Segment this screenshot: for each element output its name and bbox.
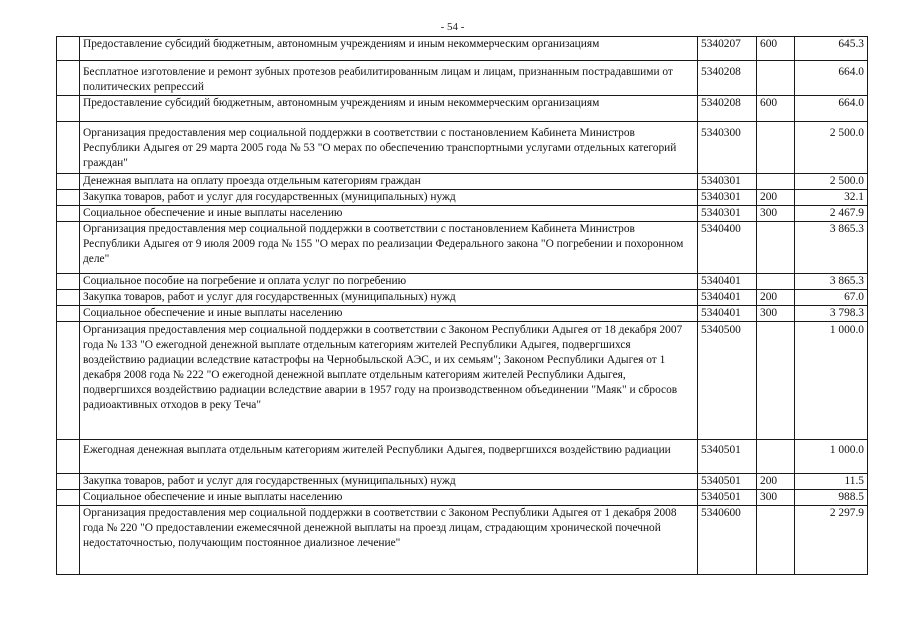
target-code: 5340500: [698, 322, 757, 440]
table-row: [57, 440, 868, 474]
expense-name: Закупка товаров, работ и услуг для государственных (муниципальных) нужд: [80, 474, 698, 490]
target-code: 5340301: [698, 206, 757, 222]
target-code: 5340401: [698, 290, 757, 306]
target-code: 5340301: [698, 190, 757, 206]
table-row: [57, 322, 868, 440]
expense-name: Денежная выплата на оплату проезда отдельным категориям граждан: [80, 174, 698, 190]
amount-value: 3 865.3: [795, 274, 868, 290]
amount-value: 988.5: [795, 490, 868, 506]
expense-type-code: 200: [757, 190, 795, 206]
blank-cell: [57, 290, 80, 306]
expense-type-code: [757, 122, 795, 174]
amount-value: 2 467.9: [795, 206, 868, 222]
amount-value: 11.5: [795, 474, 868, 490]
table-row: [57, 506, 868, 575]
page-number: - 54 -: [440, 21, 465, 33]
expense-type-code: 600: [757, 37, 795, 61]
table-row: [57, 490, 868, 506]
blank-cell: [57, 322, 80, 440]
table-row: [57, 474, 868, 490]
amount-value: 1 000.0: [795, 440, 868, 474]
budget-table: [56, 36, 868, 575]
amount-value: 664.0: [795, 96, 868, 122]
blank-cell: [57, 122, 80, 174]
expense-type-code: 300: [757, 306, 795, 322]
amount-value: 645.3: [795, 37, 868, 61]
table-row: [57, 61, 868, 96]
amount-value: 3 798.3: [795, 306, 868, 322]
expense-name: Социальное обеспечение и иные выплаты населению: [80, 206, 698, 222]
expense-type-code: 300: [757, 490, 795, 506]
blank-cell: [57, 222, 80, 274]
expense-type-code: 200: [757, 474, 795, 490]
target-code: 5340300: [698, 122, 757, 174]
expense-type-code: [757, 222, 795, 274]
expense-type-code: [757, 506, 795, 575]
expense-type-code: [757, 174, 795, 190]
blank-cell: [57, 306, 80, 322]
target-code: 5340401: [698, 274, 757, 290]
expense-type-code: 200: [757, 290, 795, 306]
expense-name: Закупка товаров, работ и услуг для государственных (муниципальных) нужд: [80, 190, 698, 206]
target-code: 5340600: [698, 506, 757, 575]
expense-type-code: [757, 274, 795, 290]
blank-cell: [57, 506, 80, 575]
table-row: [57, 306, 868, 322]
amount-value: 2 297.9: [795, 506, 868, 575]
target-code: 5340501: [698, 490, 757, 506]
expense-type-code: [757, 440, 795, 474]
amount-value: 2 500.0: [795, 122, 868, 174]
expense-type-code: 600: [757, 96, 795, 122]
blank-cell: [57, 190, 80, 206]
amount-value: 664.0: [795, 61, 868, 96]
amount-value: 67.0: [795, 290, 868, 306]
target-code: 5340208: [698, 61, 757, 96]
expense-name: Организация предоставления мер социальной поддержки в соответствии с Законом Республики Адыгея от 18 декабря 2007 года № 133 "О ежегодной денежной выплате отдельным категориям жителей Республики Адыгея, подвергшихся воздействию радиации вследствие катастрофы на Чернобыльской АЭС, и их семьям"; Законом Республики Адыгея от 1 декабря 2008 года № 222 "О ежегодной денежной выплате отдельным категориям жителей Республики Адыгея, подвергшихся воздействию радиации вследствие аварии в 1957 году на производственном объединении "Маяк" и сбросов радиоактивных отходов в реку Теча": [80, 322, 698, 440]
table-row: [57, 37, 868, 61]
blank-cell: [57, 490, 80, 506]
expense-name: Предоставление субсидий бюджетным, автономным учреждениям и иным некоммерческим организациям: [80, 37, 698, 61]
blank-cell: [57, 206, 80, 222]
target-code: 5340400: [698, 222, 757, 274]
expense-type-code: 300: [757, 206, 795, 222]
table-row: [57, 122, 868, 174]
blank-cell: [57, 474, 80, 490]
expense-name: Организация предоставления мер социальной поддержки в соответствии с Законом Республики Адыгея от 1 декабря 2008 года № 220 "О предоставлении ежемесячной денежной выплаты на проезд лицам, страдающим хронической почечной недостаточностью, получающим постоянное диализное лечение": [80, 506, 698, 575]
target-code: 5340501: [698, 440, 757, 474]
table-row: [57, 290, 868, 306]
blank-cell: [57, 61, 80, 96]
target-code: 5340401: [698, 306, 757, 322]
expense-name: Предоставление субсидий бюджетным, автономным учреждениям и иным некоммерческим организациям: [80, 96, 698, 122]
expense-name: Организация предоставления мер социальной поддержки в соответствии с постановлением Кабинета Министров Республики Адыгея от 29 марта 2005 года № 53 "О мерах по обеспечению транспортными услугами отдельных категорий граждан": [80, 122, 698, 174]
table-row: [57, 206, 868, 222]
target-code: 5340301: [698, 174, 757, 190]
expense-name: Ежегодная денежная выплата отдельным категориям жителей Республики Адыгея, подвергшихся воздействию радиации: [80, 440, 698, 474]
expense-name: Социальное обеспечение и иные выплаты населению: [80, 306, 698, 322]
blank-cell: [57, 174, 80, 190]
blank-cell: [57, 274, 80, 290]
expense-name: Социальное обеспечение и иные выплаты населению: [80, 490, 698, 506]
expense-type-code: [757, 322, 795, 440]
amount-value: 2 500.0: [795, 174, 868, 190]
blank-cell: [57, 96, 80, 122]
blank-cell: [57, 440, 80, 474]
target-code: 5340208: [698, 96, 757, 122]
table-row: [57, 190, 868, 206]
expense-name: Бесплатное изготовление и ремонт зубных протезов реабилитированным лицам и лицам, признанным пострадавшими от политических репрессий: [80, 61, 698, 96]
expense-type-code: [757, 61, 795, 96]
amount-value: 3 865.3: [795, 222, 868, 274]
amount-value: 32.1: [795, 190, 868, 206]
target-code: 5340501: [698, 474, 757, 490]
table-row: [57, 274, 868, 290]
table-row: [57, 222, 868, 274]
expense-name: Закупка товаров, работ и услуг для государственных (муниципальных) нужд: [80, 290, 698, 306]
target-code: 5340207: [698, 37, 757, 61]
blank-cell: [57, 37, 80, 61]
table-row: [57, 174, 868, 190]
expense-name: Социальное пособие на погребение и оплата услуг по погребению: [80, 274, 698, 290]
table-row: [57, 96, 868, 122]
amount-value: 1 000.0: [795, 322, 868, 440]
expense-name: Организация предоставления мер социальной поддержки в соответствии с постановлением Кабинета Министров Республики Адыгея от 9 июля 2009 года № 155 "О мерах по реализации Федерального закона "О погребении и похоронном деле": [80, 222, 698, 274]
